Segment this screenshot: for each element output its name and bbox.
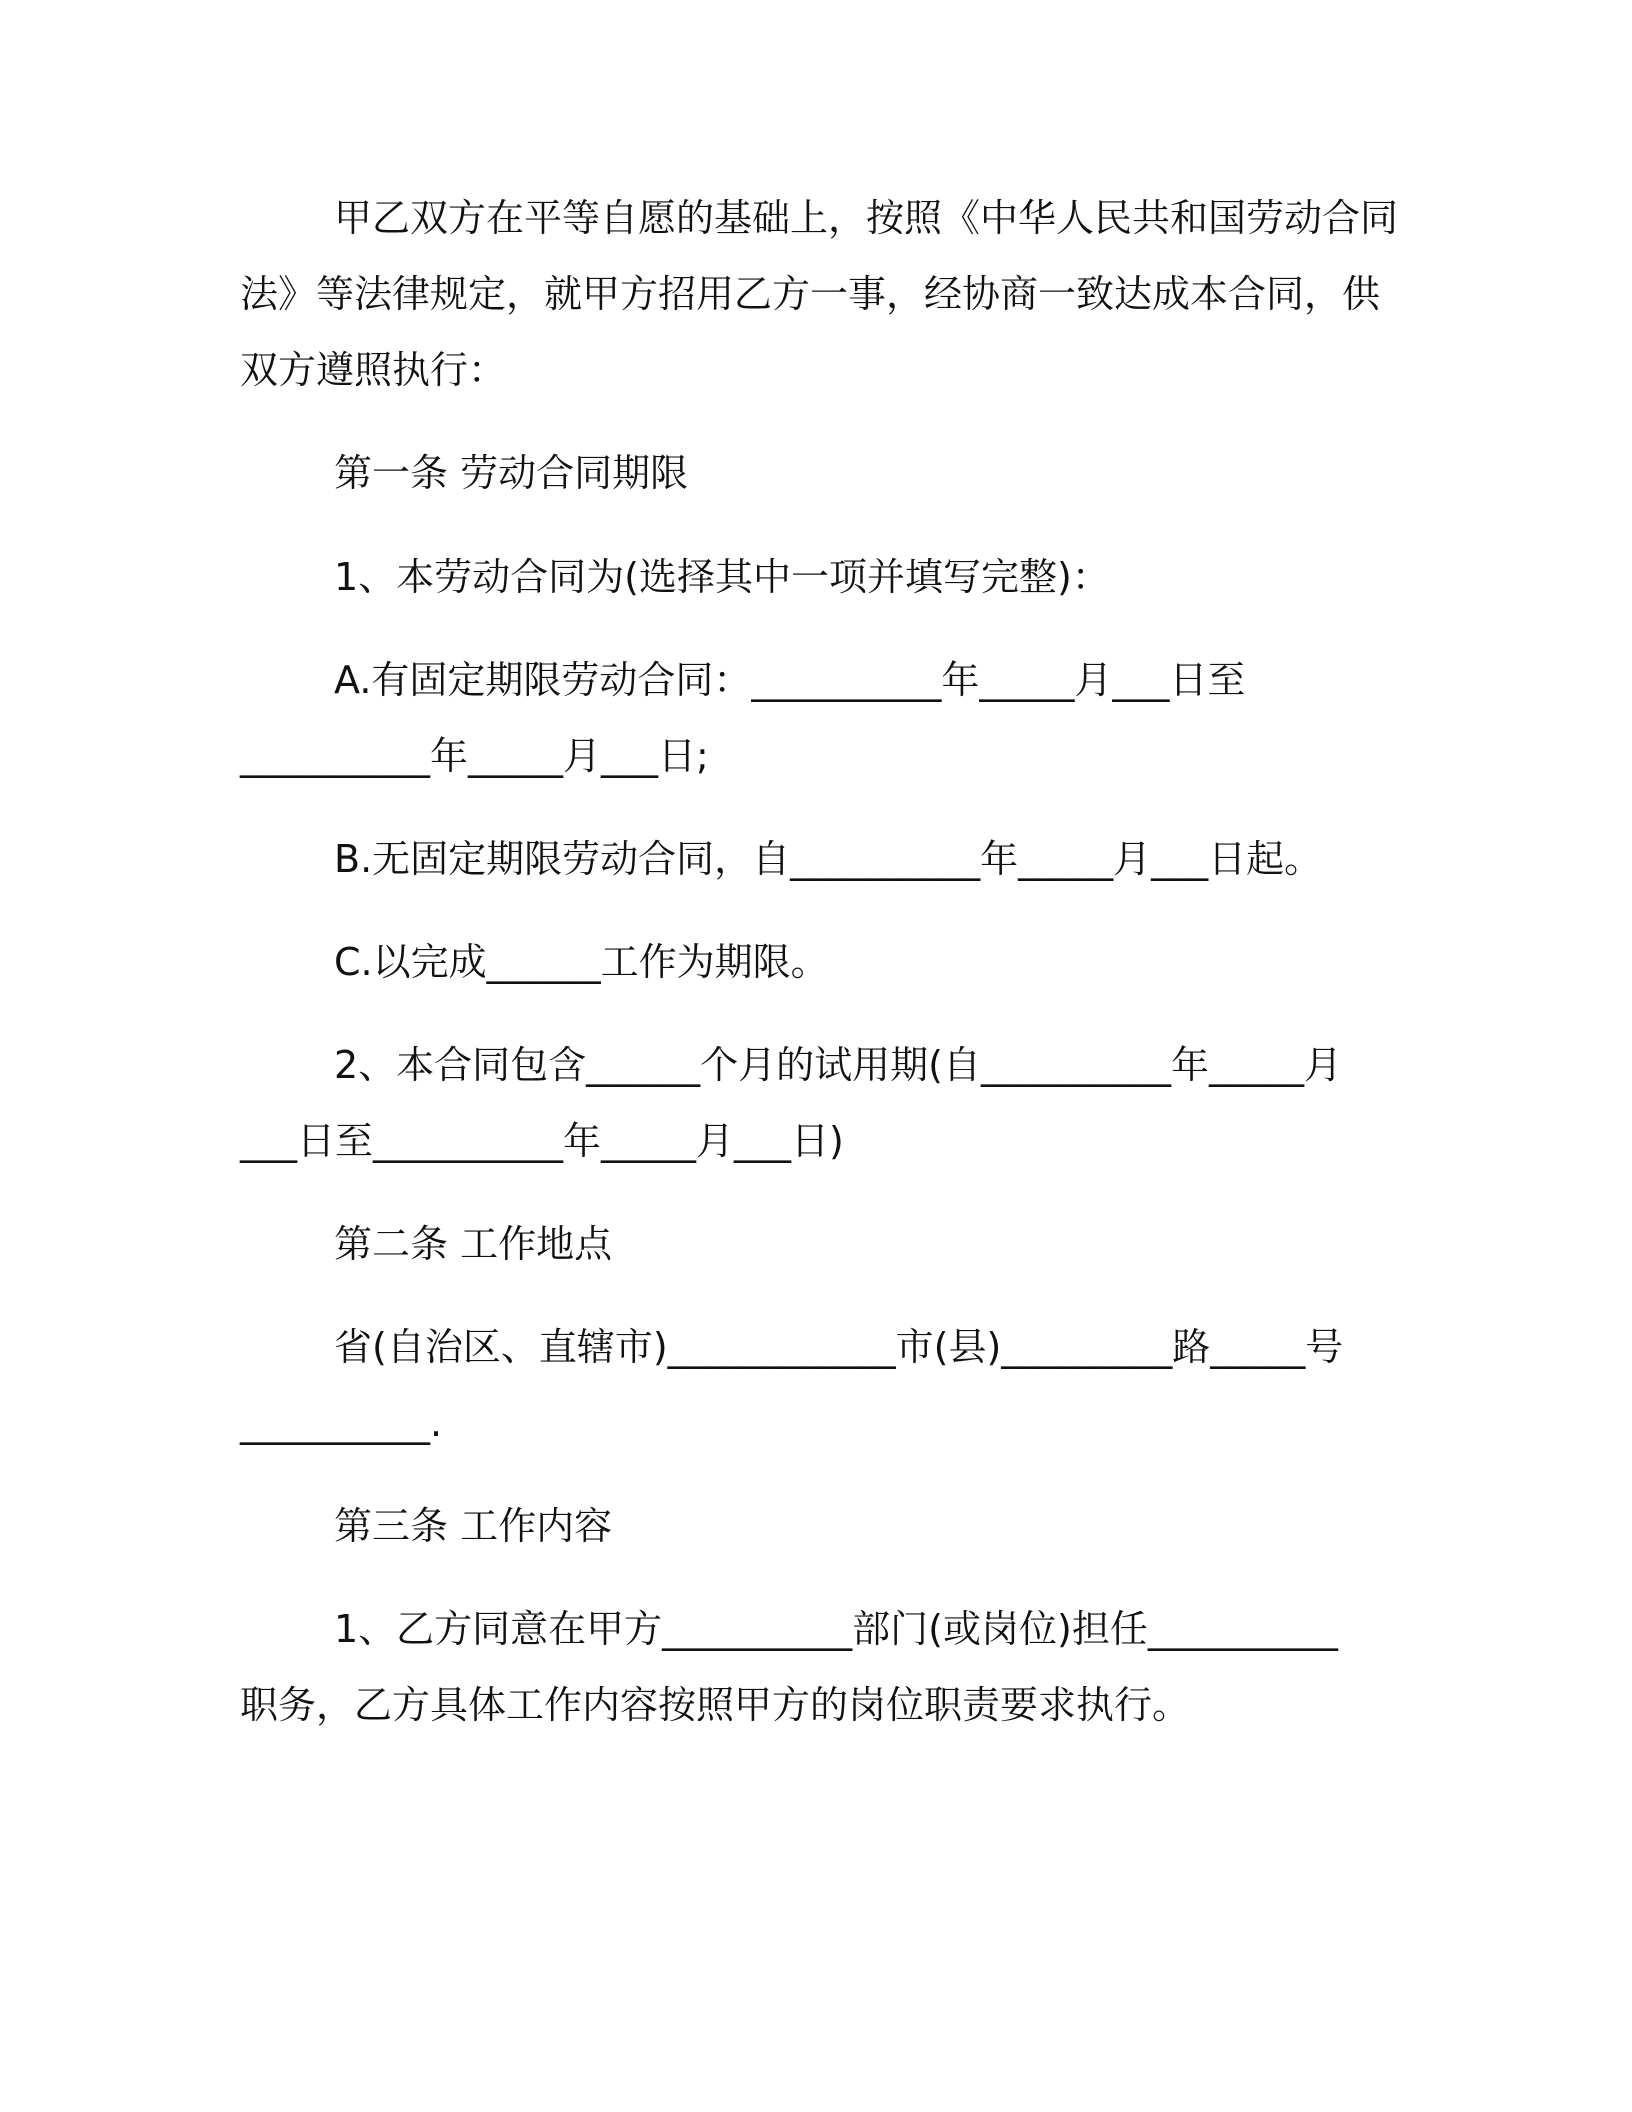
option-b-line: B.无固定期限劳动合同，自__________年_____月___日起。 [334, 837, 1323, 881]
probation-line-1: 2、本合同包含______个月的试用期(自__________年_____月 [334, 1043, 1343, 1087]
article-1-heading: 第一条 劳动合同期限 [334, 451, 689, 495]
preamble-line-3: 双方遵照执行： [240, 348, 507, 392]
option-a-line-1: A.有固定期限劳动合同：__________年_____月___日至 [334, 658, 1246, 702]
probation-line-2: ___日至__________年_____月___日) [240, 1119, 844, 1163]
preamble-line-2: 法》等法律规定，就甲方招用乙方一事，经协商一致达成本合同，供 [240, 272, 1381, 316]
work-location-line-1: 省(自治区、直辖市)____________市(县)_________路_____号 [334, 1325, 1344, 1369]
article-2-heading: 第二条 工作地点 [334, 1222, 613, 1266]
article-3-heading: 第三条 工作内容 [334, 1504, 613, 1548]
work-location-line-2: __________. [240, 1401, 443, 1445]
option-a-line-2: __________年_____月___日; [240, 734, 709, 778]
work-content-line-1: 1、乙方同意在甲方__________部门(或岗位)担任__________ [334, 1607, 1338, 1651]
option-c-line: C.以完成______工作为期限。 [334, 940, 829, 984]
work-content-line-2: 职务，乙方具体工作内容按照甲方的岗位职责要求执行。 [240, 1683, 1191, 1727]
article-1-clause-1: 1、本劳动合同为(选择其中一项并填写完整)： [334, 555, 1110, 599]
preamble-line-1: 甲乙双方在平等自愿的基础上，按照《中华人民共和国劳动合同 [334, 196, 1399, 240]
